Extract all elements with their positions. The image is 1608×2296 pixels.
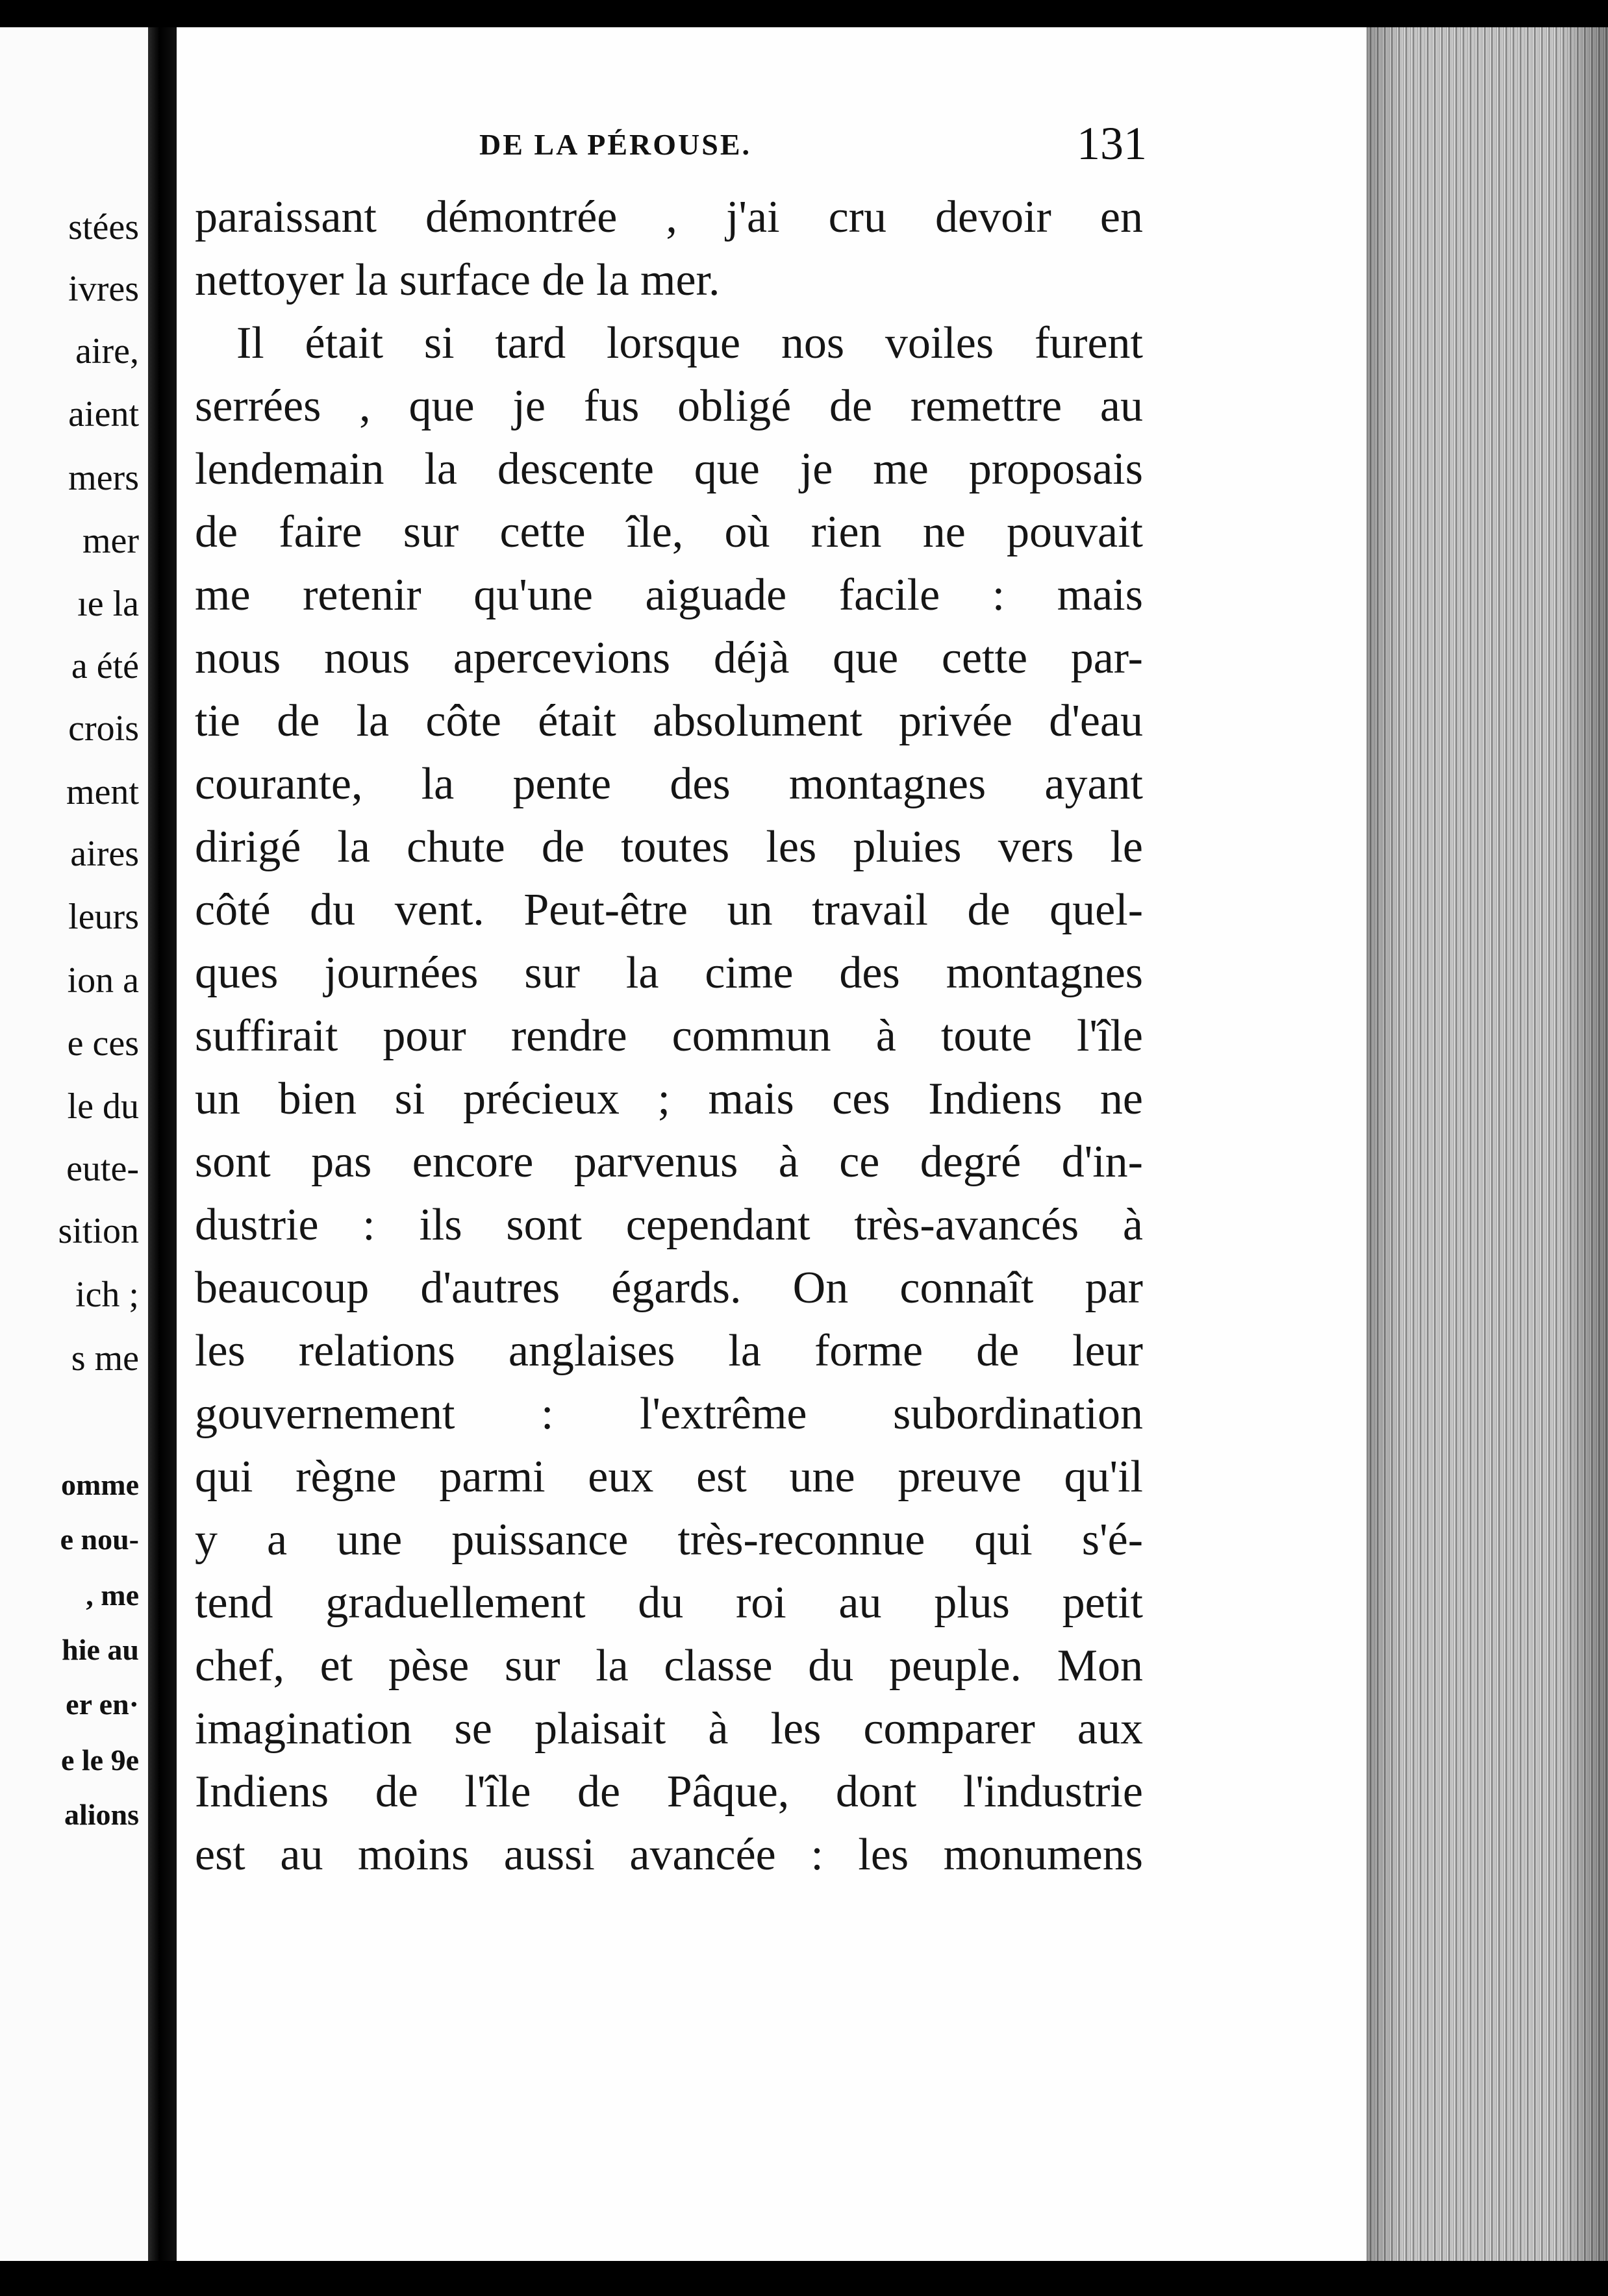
text-line: un bien si précieux ; mais ces Indiens ne xyxy=(195,1074,1143,1124)
text-line: lendemain la descente que je me proposais xyxy=(195,444,1143,494)
running-head: DE LA PÉROUSE. xyxy=(479,128,752,161)
text-line: qui règne parmi eux est une preuve qu'il xyxy=(195,1452,1143,1502)
left-page-footnote-line: , me xyxy=(86,1578,139,1612)
previous-page-fragment xyxy=(0,27,148,2261)
book-gutter xyxy=(148,27,177,2261)
left-page-footnote-line: e nou- xyxy=(60,1523,139,1556)
left-page-line: sition xyxy=(58,1211,139,1251)
left-page-line: mers xyxy=(68,458,139,498)
left-page-line: aient xyxy=(68,394,139,434)
left-page-line: ment xyxy=(66,772,139,812)
left-page-line: ivres xyxy=(68,269,139,309)
left-page-footnote-line: alions xyxy=(64,1798,139,1831)
text-line: courante, la pente des montagnes ayant xyxy=(195,759,1143,809)
text-line: est au moins aussi avancée : les monumens xyxy=(195,1830,1143,1880)
page-number: 131 xyxy=(1077,118,1147,169)
text-line: côté du vent. Peut-être un travail de quel- xyxy=(195,885,1143,935)
text-line: de faire sur cette île, où rien ne pouvait xyxy=(195,507,1143,557)
scan-border-top xyxy=(0,0,1608,27)
text-line: sont pas encore parvenus à ce degré d'in- xyxy=(195,1137,1143,1187)
text-line: ques journées sur la cime des montagnes xyxy=(195,948,1143,998)
text-line: me retenir qu'une aiguade facile : mais xyxy=(195,570,1143,620)
left-page-footnote-line: hie au xyxy=(62,1633,139,1666)
left-page-line: ich ; xyxy=(75,1275,139,1315)
left-page-line: aire, xyxy=(75,331,139,371)
left-page-line: crois xyxy=(68,708,139,749)
text-line: tie de la côte était absolument privée d'eau xyxy=(195,696,1143,746)
text-line: chef, et pèse sur la classe du peuple. Mon xyxy=(195,1641,1143,1691)
left-page-line: e ces xyxy=(67,1023,139,1064)
text-line: nettoyer la surface de la mer. xyxy=(195,255,720,305)
text-line: tend graduellement du roi au plus petit xyxy=(195,1578,1143,1628)
left-page-line: aires xyxy=(70,834,139,874)
left-page-line: leurs xyxy=(68,897,139,937)
text-line: dustrie : ils sont cependant très-avancés à xyxy=(195,1200,1143,1250)
text-line: dirigé la chute de toutes les pluies vers le xyxy=(195,822,1143,872)
left-page-footnote-line: e le 9e xyxy=(60,1743,139,1777)
left-page-line: s me xyxy=(71,1338,139,1379)
text-line: paraissant démontrée , j'ai cru devoir en xyxy=(195,192,1143,242)
text-line: Indiens de l'île de Pâque, dont l'industrie xyxy=(195,1767,1143,1817)
left-page-footnote-line: omme xyxy=(60,1468,139,1501)
left-page-line: stées xyxy=(68,207,139,247)
text-line: serrées , que je fus obligé de remettre au xyxy=(195,381,1143,431)
text-line: imagination se plaisait à les comparer aux xyxy=(195,1704,1143,1754)
text-line: gouvernement : l'extrême subordination xyxy=(195,1389,1143,1439)
text-line: nous nous apercevions déjà que cette par- xyxy=(195,633,1143,683)
body-text xyxy=(195,186,1143,1886)
left-page-footnote-line: er en· xyxy=(66,1688,139,1721)
left-page-line: le du xyxy=(67,1086,139,1127)
text-line: Il était si tard lorsque nos voiles furent xyxy=(236,318,1143,368)
left-page-line: mer xyxy=(82,521,139,561)
left-page-line: a été xyxy=(71,646,139,686)
text-line: beaucoup d'autres égards. On connaît par xyxy=(195,1263,1143,1313)
left-page-line: ıe la xyxy=(77,584,139,624)
text-line: les relations anglaises la forme de leur xyxy=(195,1326,1143,1376)
left-page-line: ion a xyxy=(67,960,139,1001)
scan-border-bottom xyxy=(0,2261,1608,2296)
text-line: suffirait pour rendre commun à toute l'île xyxy=(195,1011,1143,1061)
page-stack-edge xyxy=(1366,27,1608,2261)
left-page-line: eute- xyxy=(66,1149,139,1189)
text-line: y a une puissance très-reconnue qui s'é- xyxy=(195,1515,1143,1565)
